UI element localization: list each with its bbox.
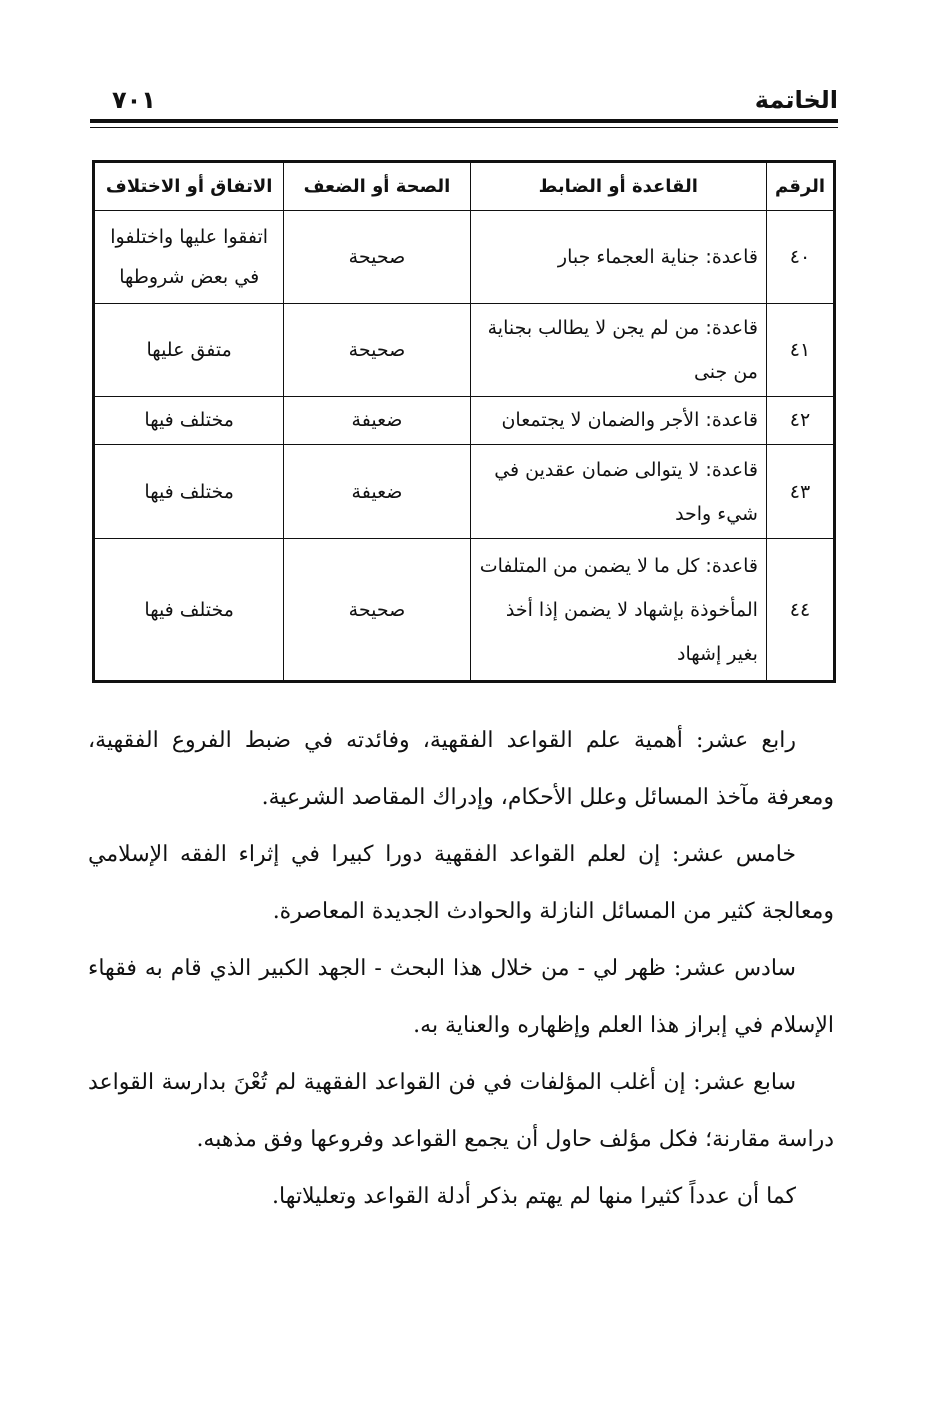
agreement-cell: مختلف فيها xyxy=(94,539,284,682)
row-number: ٤١ xyxy=(766,304,834,396)
table-row xyxy=(94,396,835,444)
rule-cell: قاعدة: كل ما لا يضمن من المتلفات المأخوذة بإشهاد لا يضمن إذا أخذ بغير إشهاد xyxy=(470,539,766,682)
conclusion-body xyxy=(88,712,834,1225)
column-header-validity: الصحة أو الضعف xyxy=(284,162,470,211)
column-header-rule: القاعدة أو الضابط xyxy=(470,162,766,211)
paragraph-seventeenth: سابع عشر: إن أغلب المؤلفات في فن القواعد الفقهية لم تُعْنَ بدارسة القواعد دراسة مقارنة؛ فكل مؤلف حاول أن يجمع القواعد وفروعها وفق مذهبه. xyxy=(88,1070,834,1152)
rule-cell: قاعدة: جناية العجماء جبار xyxy=(470,211,766,304)
paragraph-sixteenth: سادس عشر: ظهر لي - من خلال هذا البحث - الجهد الكبير الذي قام به فقهاء الإسلام في إبراز هذا العلم وإظهاره والعناية به. xyxy=(88,956,834,1038)
table-row xyxy=(94,304,835,396)
page-number: ٧٠١ xyxy=(112,86,156,114)
chapter-title: الخاتمة xyxy=(754,86,838,114)
running-header xyxy=(90,82,838,118)
agreement-cell: اتفقوا عليها واختلفوا في بعض شروطها xyxy=(94,211,284,304)
row-number: ٤٤ xyxy=(766,539,834,682)
agreement-cell: مختلف فيها xyxy=(94,396,284,444)
column-header-agreement: الاتفاق أو الاختلاف xyxy=(94,162,284,211)
validity-cell: ضعيفة xyxy=(284,396,470,444)
validity-cell: صحيحة xyxy=(284,539,470,682)
table-header-row xyxy=(94,162,835,211)
rule-cell: قاعدة: من لم يجن لا يطالب بجناية من جنى xyxy=(470,304,766,396)
column-header-number: الرقم xyxy=(766,162,834,211)
rules-table xyxy=(92,160,836,683)
agreement-cell: مختلف فيها xyxy=(94,444,284,538)
row-number: ٤٠ xyxy=(766,211,834,304)
rule-cell: قاعدة: لا يتوالى ضمان عقدين في شيء واحد xyxy=(470,444,766,538)
header-rule-thick xyxy=(90,119,838,123)
row-number: ٤٢ xyxy=(766,396,834,444)
paragraph-fourteenth: رابع عشر: أهمية علم القواعد الفقهية، وفائدته في ضبط الفروع الفقهية، ومعرفة مآخذ المسائل وعلل الأحكام، وإدراك المقاصد الشرعية. xyxy=(88,728,834,810)
paragraph-continuation: كما أن عدداً كثيرا منها لم يهتم بذكر أدلة القواعد وتعليلاتها. xyxy=(272,1184,796,1209)
agreement-cell: متفق عليها xyxy=(94,304,284,396)
table-row xyxy=(94,444,835,538)
rule-cell: قاعدة: الأجر والضمان لا يجتمعان xyxy=(470,396,766,444)
validity-cell: ضعيفة xyxy=(284,444,470,538)
row-number: ٤٣ xyxy=(766,444,834,538)
paragraph-fifteenth: خامس عشر: إن لعلم القواعد الفقهية دورا كبيرا في إثراء الفقه الإسلامي ومعالجة كثير من المسائل النازلة والحوادث الجديدة المعاصرة. xyxy=(88,842,834,924)
validity-cell: صحيحة xyxy=(284,211,470,304)
table-row xyxy=(94,211,835,304)
header-rule-thin xyxy=(90,127,838,128)
table-row xyxy=(94,539,835,682)
validity-cell: صحيحة xyxy=(284,304,470,396)
